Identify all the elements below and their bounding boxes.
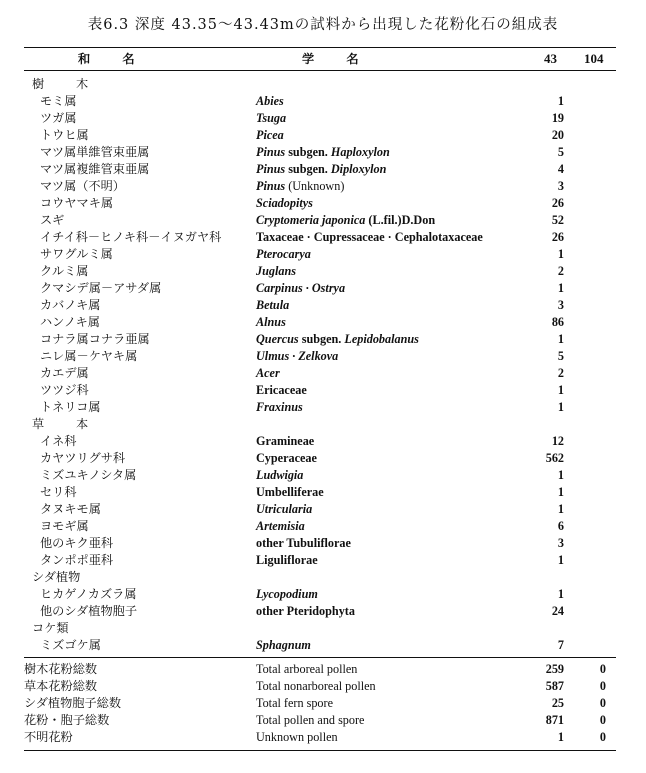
scientific-name	[256, 127, 284, 144]
japanese-name: カヤツリグサ科	[40, 451, 126, 465]
japanese-name: 他のキク亜科	[40, 536, 114, 550]
scientific-name	[256, 637, 311, 654]
scientific-name	[256, 280, 345, 297]
count-43: 26	[551, 230, 564, 244]
total-english-name: Total arboreal pollen	[256, 662, 358, 676]
count-43: 1	[557, 485, 564, 499]
japanese-name: コナラ属コナラ亜属	[40, 332, 150, 346]
table-row	[24, 518, 616, 535]
japanese-name: クルミ属	[40, 264, 89, 278]
total-english-name: Total fern spore	[256, 696, 333, 710]
total-count-43: 1	[557, 730, 564, 744]
scientific-name	[256, 467, 303, 484]
scientific-name-part: Cryptomeria japonica	[256, 213, 366, 227]
japanese-name: ハンノキ属	[40, 315, 100, 329]
scientific-name-part: Gramineae	[256, 434, 315, 448]
total-count-43: 871	[545, 713, 564, 727]
total-count-104: 0	[599, 662, 606, 676]
japanese-name: サワグルミ属	[40, 247, 113, 261]
japanese-name: マツ属（不明）	[40, 179, 125, 193]
scientific-name-part: subgen.	[298, 332, 345, 346]
total-english-name: Unknown pollen	[256, 730, 338, 744]
table-row	[24, 263, 616, 280]
scientific-name	[256, 93, 284, 110]
japanese-name: ツガ属	[40, 111, 77, 125]
scientific-name-part: subgen.	[285, 162, 331, 176]
japanese-name: スギ	[40, 213, 65, 227]
total-row	[24, 695, 616, 712]
scientific-name	[256, 365, 280, 382]
count-43: 2	[557, 264, 564, 278]
scientific-name-part: Umbelliferae	[256, 485, 324, 499]
scientific-name-part: Liguliflorae	[256, 553, 318, 567]
scientific-name-part: Sciadopitys	[256, 196, 313, 210]
scientific-name	[256, 450, 317, 467]
scientific-name	[256, 212, 435, 229]
count-43: 4	[557, 162, 564, 176]
count-43: 1	[557, 383, 564, 397]
scientific-name	[256, 229, 483, 246]
japanese-name: トネリコ属	[40, 400, 101, 414]
table-row	[24, 348, 616, 365]
taxa-table-body	[24, 76, 616, 654]
japanese-name: モミ属	[40, 94, 77, 108]
table-row	[24, 280, 616, 297]
scientific-name-part: (Unknown)	[285, 179, 345, 193]
scientific-name	[256, 195, 313, 212]
scientific-name	[256, 297, 289, 314]
scientific-name-part: Alnus	[256, 315, 286, 329]
count-43: 1	[557, 587, 564, 601]
japanese-name: コウヤマキ属	[40, 196, 114, 210]
scientific-name-part: Fraxinus	[256, 400, 303, 414]
japanese-name: ヨモギ属	[40, 519, 89, 533]
group-row	[24, 569, 616, 586]
count-43: 19	[551, 111, 564, 125]
scientific-name	[256, 586, 318, 603]
group-label: 樹 木	[32, 77, 103, 91]
japanese-name: イネ科	[40, 434, 77, 448]
scientific-name	[256, 331, 419, 348]
scientific-name-part: Cyperaceae	[256, 451, 317, 465]
count-43: 6	[557, 519, 564, 533]
count-43: 24	[551, 604, 564, 618]
table-row	[24, 93, 616, 110]
scientific-name-part: Haploxylon	[330, 145, 390, 159]
table-row	[24, 127, 616, 144]
scientific-name-part: Abies	[256, 94, 284, 108]
scientific-name-part: Quercus	[256, 332, 299, 346]
scientific-name-part: subgen.	[285, 145, 331, 159]
table-row	[24, 365, 616, 382]
table-row	[24, 297, 616, 314]
table-row	[24, 229, 616, 246]
total-count-104: 0	[599, 696, 606, 710]
table-row	[24, 433, 616, 450]
japanese-name: 他のシダ植物胞子	[40, 604, 138, 618]
total-japanese-name: 不明花粉	[24, 730, 73, 744]
scientific-name	[256, 110, 286, 127]
total-row	[24, 729, 616, 746]
count-43: 12	[551, 434, 564, 448]
scientific-name-part: other Pteridophyta	[256, 604, 355, 618]
japanese-name: タヌキモ属	[40, 502, 101, 516]
header-col-43: 43	[544, 51, 557, 66]
scientific-name-part: Acer	[256, 366, 280, 380]
count-43: 1	[557, 332, 564, 346]
scientific-name-part: Ludwigia	[256, 468, 304, 482]
scientific-name-part: Lepidobalanus	[344, 332, 419, 346]
group-label: コケ類	[32, 621, 69, 635]
totals-table-body	[24, 661, 616, 746]
count-43: 562	[545, 451, 564, 465]
scientific-name-part: Ericaceae	[256, 383, 307, 397]
scientific-name-part: Utricularia	[256, 502, 313, 516]
scientific-name-part: Carpinus · Ostrya	[256, 281, 346, 295]
group-row	[24, 76, 616, 93]
japanese-name: ヒカゲノカズラ属	[40, 587, 137, 601]
scientific-name	[256, 535, 351, 552]
total-count-104: 0	[599, 713, 606, 727]
count-43: 3	[557, 298, 564, 312]
table-row	[24, 195, 616, 212]
count-43: 1	[557, 247, 564, 261]
header-scientific-name: 学 名	[302, 52, 373, 66]
scientific-name-part: Pinus	[256, 145, 286, 159]
scientific-name	[256, 263, 296, 280]
count-43: 2	[557, 366, 564, 380]
japanese-name: ツツジ科	[40, 383, 89, 397]
scientific-name-part: Sphagnum	[256, 638, 311, 652]
group-label: 草 本	[32, 417, 103, 431]
japanese-name: マツ属単維管束亜属	[40, 145, 150, 159]
table-row	[24, 637, 616, 654]
total-japanese-name: シダ植物胞子総数	[24, 696, 122, 710]
total-count-104: 0	[599, 730, 606, 744]
scientific-name	[256, 484, 324, 501]
japanese-name: ミズユキノシタ属	[40, 468, 137, 482]
count-43: 1	[557, 553, 564, 567]
header-rule	[24, 70, 616, 71]
bottom-rule	[24, 750, 616, 751]
scientific-name-part: Juglans	[256, 264, 296, 278]
scientific-name	[256, 603, 355, 620]
scientific-name	[256, 382, 307, 399]
japanese-name: セリ科	[40, 485, 77, 499]
total-row	[24, 678, 616, 695]
japanese-name: ニレ属－ケヤキ属	[40, 349, 138, 363]
group-label: シダ植物	[32, 570, 81, 584]
total-japanese-name: 樹木花粉総数	[24, 662, 98, 676]
scientific-name	[256, 246, 311, 263]
scientific-name	[256, 552, 318, 569]
scientific-name-part: other Tubuliflorae	[256, 536, 351, 550]
count-43: 7	[557, 638, 564, 652]
table-row	[24, 467, 616, 484]
scientific-name	[256, 433, 314, 450]
scientific-name	[256, 348, 338, 365]
count-43: 5	[557, 349, 564, 363]
table-title: 表6.3 深度 43.35～43.43mの試料から出現した花粉化石の組成表	[87, 17, 559, 33]
table-row	[24, 501, 616, 518]
table-row	[24, 535, 616, 552]
count-43: 1	[557, 94, 564, 108]
table-row	[24, 382, 616, 399]
table-row	[24, 212, 616, 229]
count-43: 3	[557, 536, 564, 550]
table-row	[24, 161, 616, 178]
total-english-name: Total pollen and spore	[256, 713, 365, 727]
count-43: 1	[557, 468, 564, 482]
table-row	[24, 450, 616, 467]
header-col-104: 104	[584, 51, 604, 66]
scientific-name-part: Betula	[256, 298, 290, 312]
count-43: 52	[551, 213, 564, 227]
scientific-name-part: Taxaceae · Cupressaceae · Cephalotaxaceae	[256, 230, 483, 244]
scientific-name-part: Diploxylon	[330, 162, 387, 176]
count-43: 20	[551, 128, 564, 142]
scientific-name-part: Pterocarya	[256, 247, 311, 261]
count-43: 26	[551, 196, 564, 210]
japanese-name: トウヒ属	[40, 128, 89, 142]
totals-rule	[24, 657, 616, 658]
japanese-name: カバノキ属	[40, 298, 101, 312]
total-count-43: 587	[545, 679, 564, 693]
total-count-104: 0	[599, 679, 606, 693]
table-row	[24, 178, 616, 195]
table-row	[24, 246, 616, 263]
table-row	[24, 603, 616, 620]
scientific-name-part: Artemisia	[256, 519, 305, 533]
total-count-43: 259	[545, 662, 564, 676]
count-43: 86	[551, 315, 564, 329]
count-43: 1	[557, 502, 564, 516]
japanese-name: イチイ科－ヒノキ科－イヌガヤ科	[40, 230, 222, 244]
total-count-43: 25	[551, 696, 564, 710]
table-row	[24, 144, 616, 161]
table-row	[24, 586, 616, 603]
total-row	[24, 661, 616, 678]
total-row	[24, 712, 616, 729]
group-row	[24, 416, 616, 433]
header-japanese-name: 和 名	[78, 52, 149, 66]
group-row	[24, 620, 616, 637]
count-43: 1	[557, 281, 564, 295]
scientific-name-part: (L.fil.)D.Don	[365, 213, 436, 227]
japanese-name: クマシデ属－アサダ属	[40, 281, 162, 295]
total-japanese-name: 草本花粉総数	[24, 679, 98, 693]
scientific-name	[256, 399, 303, 416]
table-row	[24, 399, 616, 416]
total-english-name: Total nonarboreal pollen	[256, 679, 376, 693]
count-43: 1	[557, 400, 564, 414]
total-japanese-name: 花粉・胞子総数	[24, 713, 110, 727]
scientific-name	[256, 161, 386, 178]
scientific-name	[256, 144, 390, 161]
table-row	[24, 110, 616, 127]
japanese-name: カエデ属	[40, 366, 89, 380]
scientific-name	[256, 178, 344, 195]
scientific-name-part: Tsuga	[256, 111, 287, 125]
scientific-name-part: Pinus	[256, 179, 286, 193]
top-rule	[24, 47, 616, 48]
japanese-name: マツ属複維管束亜属	[40, 162, 150, 176]
table-row	[24, 552, 616, 569]
scientific-name-part: Picea	[256, 128, 284, 142]
table-row	[24, 314, 616, 331]
japanese-name: タンポポ亜科	[40, 553, 114, 567]
scientific-name-part: Pinus	[256, 162, 286, 176]
scientific-name-part: Ulmus · Zelkova	[256, 349, 339, 363]
scientific-name	[256, 314, 286, 331]
scientific-name-part: Lycopodium	[256, 587, 318, 601]
scientific-name	[256, 518, 305, 535]
table-row	[24, 484, 616, 501]
scientific-name	[256, 501, 312, 518]
count-43: 5	[557, 145, 564, 159]
japanese-name: ミズゴケ属	[40, 638, 101, 652]
table-row	[24, 331, 616, 348]
count-43: 3	[557, 179, 564, 193]
